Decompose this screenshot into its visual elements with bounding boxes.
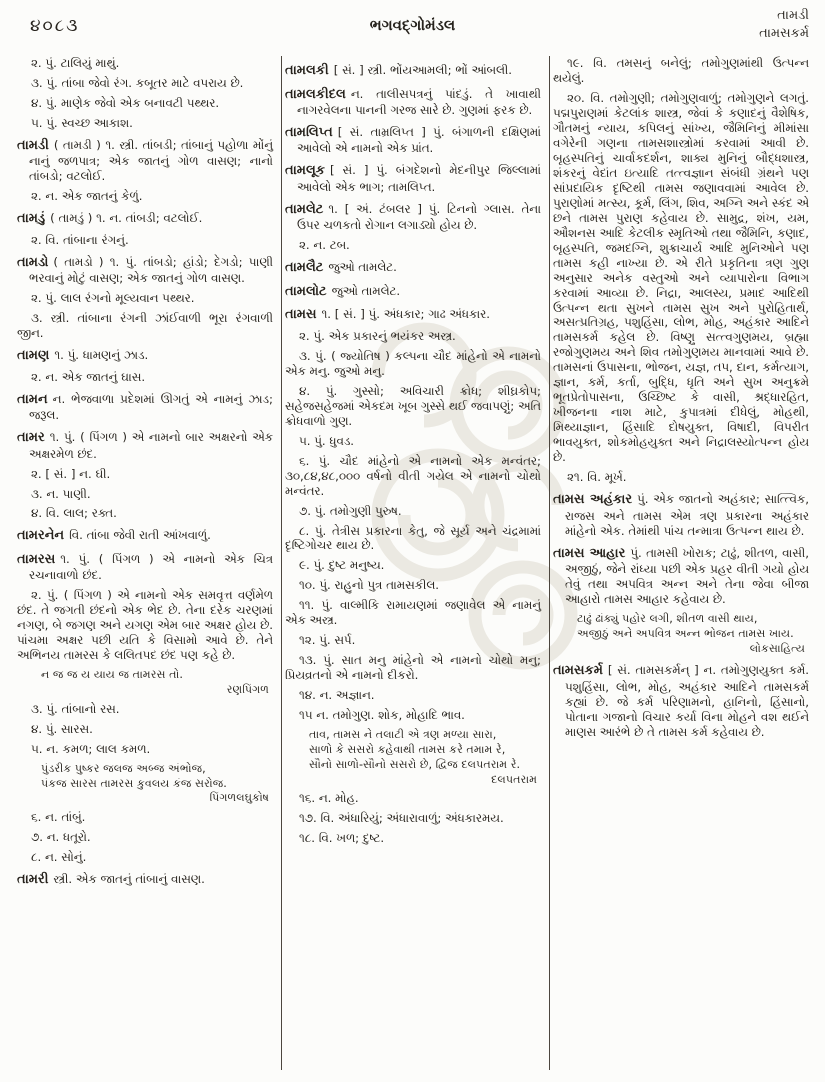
definition-text: ( તામડું ) ૧. ન. તાંબડી; વટલોઈ. (50, 211, 203, 226)
definition-text: ૪. પું. સારસ. (31, 721, 93, 736)
entry-paragraph (17, 430, 273, 461)
definition-text: [ સં. ] સ્ત્રી. ભોંયઆમલી; ભોં આંબલી. (333, 63, 513, 77)
sense-paragraph (285, 653, 541, 683)
definition-text: પું. તામસી ખોરાક; ટાઢું, શીતળ, વાસી, અજીઠું, જેને રાંધ્યા પછી એક પ્રહર વીતી ગયો હોય તેવું તથા અપવિત્ર અન્ન અને તેના જેવા બીજા આહારો તામસ આહાર કહેવાય છે. (565, 545, 809, 606)
sense-paragraph (17, 370, 273, 385)
definition-text: ૨. ન. ટબ. (299, 238, 350, 253)
dictionary-column-2 (284, 56, 547, 1070)
guide-word-top: તામડી (777, 8, 809, 23)
definition-text: ૩. પું. ( જ્યોતિષ ) કલ્પના ચૌદ માંહેનો એ નામનો એક મનુ. જુઓ મનુ. (285, 348, 541, 378)
column-divider (281, 56, 282, 1070)
entry-paragraph (285, 307, 541, 324)
sense-paragraph (285, 504, 541, 519)
definition-text: ૧૩. પું. સાત મનુ માંહેનો એ નામનો ચોથો મનુ; પ્રિયવ્રતનો એ નામનો દીકરો. (285, 653, 541, 683)
headword: તામરી (17, 871, 49, 887)
entry-paragraph (553, 546, 809, 607)
entry-paragraph (17, 138, 273, 184)
sense-paragraph (285, 384, 541, 429)
sense-paragraph (553, 56, 809, 86)
verse-line: સૌનો સાળો-સૌનો સસરો છે, દ્વિજ દલપતરામ રે. (309, 757, 521, 771)
sense-paragraph (17, 96, 273, 111)
sense-paragraph (285, 578, 541, 593)
definition-text: ૬. પું. ચૌદ માંહેનો એ નામનો એક મન્વંતર; ૩૦,૮૪,૪૮,૦૦૦ વર્ષનો વીતી ગયેલ એ નામનો ચોથો મન્વંતર. (285, 453, 541, 498)
sense-paragraph (17, 850, 273, 865)
page-number: ૪૦૮૩ (30, 16, 80, 36)
definition-text: વિ. તાંબા જેવી રાતી આંખવાળું. (69, 528, 211, 543)
entry-paragraph (285, 163, 541, 194)
sense-paragraph (17, 291, 273, 306)
headword: તામસકર્મ (553, 663, 603, 679)
entry-paragraph (285, 63, 541, 80)
definition-text: ન. ભેજવાળા પ્રદેશમાં ઊગતું એ નામનું ઝાડ; જરૂલ. (29, 391, 273, 423)
definition-text: જુઓ તામલેટ. (328, 260, 397, 275)
definition-text: ૧. પું. ( પિંગળ ) એ નામનો એક ચિત્ર રચનાવાળો છંદ. (29, 551, 273, 583)
definition-text: ૨. [ સં. ] ન. ઘી. (31, 466, 111, 481)
verse-block (17, 762, 273, 806)
definition-text: ૨. પું. ( પિંગળ ) એ નામનો એક સમવૃત્ત વર્ણમેળ છંદ. તે જગતી છંદનો એક ભેદ છે. તેના દરેક ચરણમાં નગણ, બે જગણ અને યગણ એમ બાર અક્ષર હોય છે. પાંચમા અક્ષર પછી યતિ કે વિસામો આવે છે. તેને અભિનય તામરસ કે લલિતપદ છંદ પણ કહે છે. (17, 588, 273, 663)
sense-paragraph (285, 811, 541, 826)
definition-text: [ સં. તામ્રલિપ્ત ] પું. બંગાળની દક્ષિણમાં આવેલો એ નામનો એક પ્રાંત. (297, 124, 541, 156)
headword: તામલોટ (285, 283, 327, 299)
entry-paragraph (17, 552, 273, 583)
sense-paragraph (17, 116, 273, 131)
verse-line: પંકજ સારસ તામરસ કુવલય કંજ સરોજ. (41, 776, 227, 790)
sense-paragraph (17, 742, 273, 757)
headword: તામલૂક (285, 163, 325, 179)
sense-paragraph (285, 831, 541, 846)
definition-text: ૧૫ ન. તમોગુણ. શોક, મોહાદિ ભાવ. (299, 708, 465, 723)
entry-paragraph (17, 211, 273, 228)
entry-paragraph (17, 348, 273, 365)
column-divider (549, 56, 550, 1070)
definition-text: ૬. ન. તાંબું. (31, 810, 86, 825)
definition-text: ૨૧. વિ. મૂર્ખ. (567, 470, 627, 485)
headword: તામન (17, 391, 48, 407)
definition-text: ૭. ન. ધતૂરો. (31, 830, 91, 845)
headword: તામલકીદલ (285, 86, 346, 102)
definition-text: ( તામડો ) ૧. પું. તાંબડો; હાંડો; દેગડો; પાણી ભરવાનું મોટું વાસણ; એક જાતનું ગોળ વાસણ. (29, 254, 273, 286)
entry-paragraph (285, 284, 541, 301)
headword: તામરનેન (17, 528, 65, 544)
sense-paragraph (285, 633, 541, 648)
verse-source: રણપિંગળ (226, 683, 269, 697)
definition-text: ૩. સ્ત્રી. તાંબાના રંગની ઝાંઈવાળી ભૂરા રંગવાળી જીન. (17, 311, 273, 341)
sense-paragraph (285, 329, 541, 344)
definition-text: ૨. પું. ટાલિયું માથું. (31, 56, 120, 70)
dictionary-column-3 (552, 56, 815, 1070)
sense-paragraph (17, 76, 273, 91)
column-container (16, 56, 815, 1070)
definition-text: ૨. પું. એક પ્રકારનું ભયંકર અસ્ત્ર. (299, 328, 456, 343)
entry-paragraph (17, 872, 273, 889)
sense-paragraph (285, 524, 541, 554)
definition-text: ૫. ન. કમળ; લાલ કમળ. (31, 741, 151, 756)
sense-paragraph (17, 702, 273, 717)
sense-paragraph (17, 830, 273, 845)
sense-paragraph (285, 434, 541, 449)
verse-block (553, 612, 809, 656)
definition-text: ૮. ન. સોનું. (31, 850, 87, 864)
definition-text: [ સં. તામસકર્મન્ ] ન. તમોગુણયુક્ત કર્મ. પશુહિંસા, લોભ, મોહ, અહંકાર આદિને તામસકર્મ કહ્યાં છે. જે કર્મ પરિણામનો, હાનિનો, હિંસાનો, પોતાના ગજાનો વિચાર કર્યા વિના મોહને વશ થઈને માણસ આરંભે છે તે તામસ કર્મ કહેવાય છે. (565, 663, 809, 739)
sense-paragraph (17, 588, 273, 663)
verse-source: લોકસાહિત્ય (749, 641, 805, 655)
definition-text: પું. એક જાતનો અહંકાર; સાત્ત્વિક, રાજસ અને તામસ એમ ત્રણ પ્રકારના અહંકાર માંહેનો એક. તેમાંથી પાંચ તન્માત્રા ઉત્પન્ન થાય છે. (565, 492, 809, 538)
definition-text: ૭. પું. તમોગુણી પુરુષ. (299, 503, 402, 518)
sense-paragraph (285, 708, 541, 723)
sense-paragraph (17, 810, 273, 825)
verse-source: પિંગળલઘુકોષ (209, 791, 269, 805)
definition-text: ૨. વિ. તાંબાના રંગનું. (31, 232, 129, 247)
entry-paragraph (285, 125, 541, 156)
definition-text: ૪. પું. ગુસ્સો; અવિચારી ક્રોધ; શીઘ્રકોપ; સહેજસહેજમાં એકદમ ખૂબ ગુસ્સે થઈ જવાપણું; અતિ ક્રોધવાળો ગુણ. (285, 383, 541, 428)
verse-line: તાવ, તામસ ને તલાટી એ ત્રણ મળ્યા સારા, (309, 728, 497, 742)
sense-paragraph (17, 487, 273, 502)
definition-text: ૨. ન. એક જાતનું કેળું. (31, 189, 143, 204)
definition-text: [ સં. ] પું. બંગદેશનો મેદનીપુર જિલ્લામાં આવેલો એક ભાગ; તામલિપ્ત. (297, 163, 541, 194)
sense-paragraph (285, 454, 541, 499)
entry-paragraph (17, 392, 273, 423)
page-title: ભગવદ્ગોમંડલ (369, 16, 456, 34)
definition-text: ૩. ન. પાણી. (31, 486, 91, 501)
definition-text: ૮. પું. તેત્રીસ પ્રકારના કેતુ, જે સૂર્ય અને ચંદ્રમામાં દૃષ્ટિગોચર થાય છે. (285, 523, 541, 553)
definition-text: ૧૮. વિ. ખળ; દુષ્ટ. (299, 831, 385, 846)
definition-text: ૩. પું. તાંબાનો રસ. (31, 701, 120, 716)
sense-paragraph (553, 470, 809, 485)
sense-paragraph (17, 311, 273, 341)
sense-paragraph (285, 349, 541, 379)
definition-text: ( તામડી ) ૧. સ્ત્રી. તાંબડી; તાંબાનું પહોળા મોંનું નાનું જળપાત્ર; એક જાતનું ગોળ વાસણ; નાનો તાંબડો; વટલોઈ. (29, 137, 273, 184)
definition-text: ૧. પું. ધામણનું ઝાડ. (54, 348, 149, 363)
sense-paragraph (17, 233, 273, 248)
entry-paragraph (17, 528, 273, 545)
definition-text: ૨. પું. લાલ રંગનો મૂલ્યવાન પથ્થર. (31, 291, 195, 306)
headword: તામડો (17, 254, 49, 270)
guide-word-bottom: તામસકર્મ (759, 26, 809, 42)
entry-paragraph (285, 87, 541, 118)
entry-paragraph (285, 260, 541, 277)
definition-text: ૩. પું. તાંબા જેવો રંગ. કબૂતર માટે વપરાય છે. (31, 75, 244, 90)
definition-text: ૧૪. ન. અજ્ઞાન. (299, 688, 375, 703)
definition-text: ૪. પું. માણેક જેવો એક બનાવટી પથ્થર. (31, 95, 220, 110)
definition-text: ૧૦. પું. રાહુનો પુત્ર તામસકીલ. (299, 578, 440, 593)
headword: તામસ (285, 307, 317, 323)
sense-paragraph (285, 688, 541, 703)
sense-paragraph (17, 189, 273, 204)
verse-line: સાળો કે સસરો કહેવાથી તામસ કરે તમામ રે, (309, 742, 506, 756)
definition-text: ૫. પું. સ્વચ્છ આકાશ. (31, 115, 133, 130)
sense-paragraph (17, 467, 273, 482)
entry-paragraph (553, 663, 809, 739)
verse-line: ટાઢું ઢાંક્યું પહોર લગી, શીતળ વાસી થાય, (577, 611, 758, 625)
definition-text: ૧૭. વિ. અંધારિયું; અંધારાવાળું; અંધકારમય. (299, 811, 504, 826)
verse-line: ન જ જ ય યાય જ તામરસ તો. (41, 668, 183, 682)
definition-text: ૧. [ અં. ટંબલર ] પું. ટિનનો ગ્લાસ. તેના ઉપર ચળકતો રોગાન લગાડ્યો હોય છે. (297, 201, 541, 233)
definition-text: ૧. પું. ( પિંગળ ) એ નામનો બાર અક્ષરનો એક અક્ષરમેળ છંદ. (29, 430, 273, 461)
verse-block (285, 728, 541, 787)
definition-text: ૯. પું. દુષ્ટ મનુષ્ય. (299, 558, 385, 573)
sense-paragraph (17, 56, 273, 71)
dictionary-column-1 (16, 56, 279, 1070)
headword: તામલકી (285, 63, 329, 78)
definition-text: ૧૨. પું. સર્પ. (299, 633, 356, 648)
definition-text: જુઓ તામલેટ. (331, 283, 401, 298)
headword: તામરસ (17, 551, 56, 567)
headword: તામણ (17, 348, 50, 364)
definition-text: ૨. ન. એક જાતનું ઘાસ. (31, 369, 146, 384)
definition-text: સ્ત્રી. એક જાતનું તાંબાનું વાસણ. (53, 871, 205, 886)
headword: તામલેટ (285, 201, 324, 217)
verse-line: અજીઠું અને અપવિત્ર અન્ન ભોજન તામસ ખાય. (577, 626, 794, 640)
sense-paragraph (285, 238, 541, 253)
headword: તામસ આહાર (553, 545, 626, 561)
headword: તામલિપ્ત (285, 124, 333, 140)
definition-text: ૧૬. ન. મોહ. (299, 791, 359, 806)
entry-paragraph (553, 492, 809, 538)
guide-words (759, 7, 809, 43)
definition-text: ૨૦. વિ. તમોગુણી; તમોગુણવાળું; તમોગુણને લગતું. પદ્મપુરાણમાં કેટલાંક શાસ્ત્ર, જેવાં કે કણાદનું વૈશેષિક, ગૌતમનું ન્યાય, કપિલનું સાંખ્ય, જૈમિનિનું મીમાંસા વગેરેની ગણના તામસશાસ્ત્રોમાં કરવામાં આવી છે. બૃહસ્પતિનું ચાર્વાકદર્શન, શાક્ય મુનિનું બૌદ્ધશાસ્ત્ર, શંકરનું વેદાંત ઇત્યાદિ તત્ત્વજ્ઞાન સંબંધી ગ્રંથને પણ સાંપ્રદાયિક દૃષ્ટિથી તામસ જણાવવામાં આવેલ છે. પુરાણોમાં મત્સ્ય, કૂર્મ, લિંગ, શિવ, અગ્નિ અને સ્કંદ એ છને તામસ પુરાણ કહેવાય છે. સામુદ્ર, શંખ, યમ, ઔશનસ આદિ કેટલીક સ્મૃતિઓ તથા જૈમિનિ, કણાદ, બૃહસ્પતિ, જમદગ્નિ, શુક્રાચાર્ય આદિ મુનિઓને પણ તામસ કહી નાખ્યા છે. એ રીતે પ્રકૃતિના ત્રણ ગુણ અનુસાર અનેક વસ્તુઓ અને વ્યાપારોના વિભાગ કરવામાં આવ્યા છે. નિદ્રા, આલસ્ય, પ્રમાદ આદિથી ઉત્પન્ન થતા સુખને તામસ સુખ અને પુરોહિતાર્થ, અસત્પ્રતિગ્રહ, પશુહિંસા, લોભ, મોહ, અહંકાર આદિને તામસકર્મ કહેલ છે. વિષ્ણુ સત્ત્વગુણમય, બ્રહ્મા રજોગુણમય અને શિવ તમોગુણમય માનવામાં આવે છે. તામસનાં ઉપાસના, ભોજન, યજ્ઞ, તપ, દાન, કર્મત્યાગ, જ્ઞાન, કર્મ, કર્તા, બુદ્ધિ, ધૃતિ અને સુખ અનુક્રમે ભૂતપ્રેતોપાસના, ઉચ્છિષ્ટ કે વાસી, શ્રદ્ધારહિત, ખીજનના નાશ માટે, કુપાત્રમાં દીધેલું, મોહથી, મિથ્યાજ્ઞાન, હિંસાદિ દોષયુક્ત, વિષાદી, વિપરીત ભાવયુક્ત, શોકમોહયુક્ત અને નિદ્રાલસ્યોત્પન્ન હોય છે. (553, 90, 809, 465)
verse-line: પુંડરીક પુષ્કર જલજ અબ્જ અંભોજ, (41, 761, 206, 775)
sense-paragraph (17, 722, 273, 737)
definition-text: ૧. [ સં. ] પું. અંધકાર; ગાઢ અંધકાર. (321, 307, 490, 322)
headword: તામર (17, 430, 45, 446)
sense-paragraph (17, 506, 273, 521)
definition-text: ૪. વિ. લાલ; રક્ત. (31, 506, 117, 521)
verse-block (17, 668, 273, 698)
headword: તામસ અહંકાર (553, 492, 633, 508)
sense-paragraph (285, 558, 541, 573)
definition-text: ૫. પું. ધુવડ. (299, 433, 355, 448)
definition-text: ૧૧. પું. વાલ્મીકિ રામાયણમાં જણાવેલ એ નામનું એક અસ્ત્ર. (285, 598, 541, 628)
definition-text: ૧૯. વિ. તમસનું બનેલું; તમોગુણમાંથી ઉત્પન્ન થયેલું. (553, 56, 809, 85)
sense-paragraph (285, 598, 541, 628)
sense-paragraph (553, 91, 809, 465)
definition-text: ન. તાલીસપત્રનું પાંદડું. તે ખાવાથી નાગરવેલના પાનની ગરજ સારે છે. ગુણમાં ફરક છે. (297, 86, 541, 117)
sense-paragraph (285, 791, 541, 806)
headword: તામડી (17, 137, 49, 153)
headword: તામલૈટ (285, 260, 324, 276)
headword: તામડું (17, 211, 46, 227)
entry-paragraph (17, 255, 273, 286)
verse-source: દલપતરામ (491, 772, 537, 786)
entry-paragraph (285, 202, 541, 233)
